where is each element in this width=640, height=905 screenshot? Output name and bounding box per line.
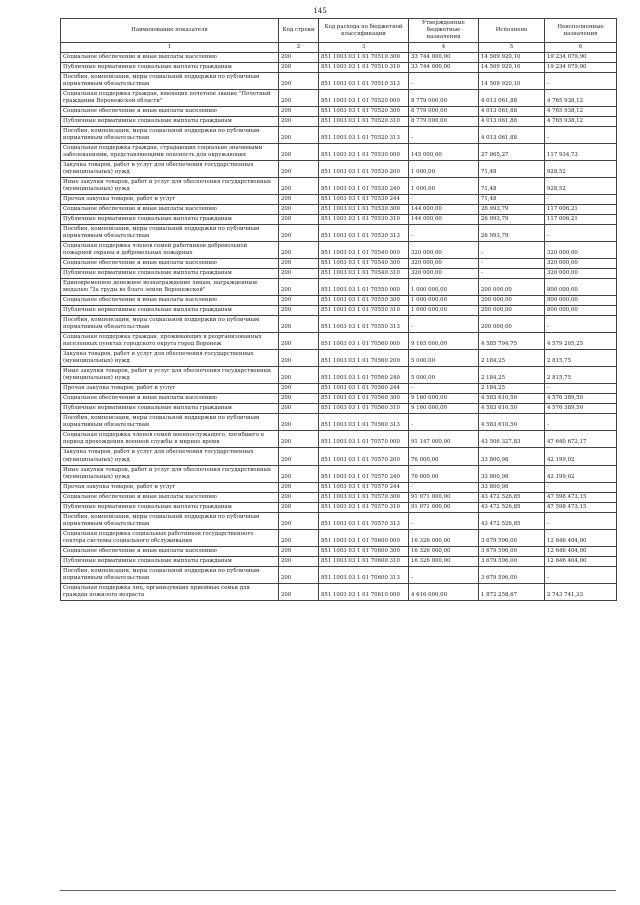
cell-line-code: 200 — [279, 106, 319, 116]
cell-name: Пособия, компенсации, меры социальной поддержки по публичным нормативным обязательствам — [61, 225, 279, 242]
cell-budget-code: 851 1003 03 1 01 70570 240 — [319, 465, 409, 482]
cell-remaining: - — [545, 126, 617, 143]
cell-remaining: - — [545, 482, 617, 492]
cell-line-code: 200 — [279, 89, 319, 106]
cell-budget-code: 851 1003 03 1 01 70550 313 — [319, 316, 409, 333]
cell-line-code: 200 — [279, 384, 319, 394]
cell-budget-code: 851 1003 03 1 01 70560 310 — [319, 404, 409, 414]
cell-approved: - — [409, 482, 479, 492]
cell-executed: 2 184,25 — [479, 367, 545, 384]
table-row — [61, 583, 617, 600]
cell-budget-code: 851 1003 03 1 01 70530 000 — [319, 143, 409, 160]
cell-budget-code: 851 1003 03 1 01 70530 300 — [319, 205, 409, 215]
column-number: 6 — [545, 43, 617, 53]
cell-approved: - — [409, 126, 479, 143]
cell-executed: 26 993,79 — [479, 225, 545, 242]
cell-budget-code: 851 1003 03 1 01 70570 000 — [319, 431, 409, 448]
cell-executed: 71,48 — [479, 178, 545, 195]
cell-line-code: 200 — [279, 448, 319, 465]
table-row — [61, 195, 617, 205]
cell-budget-code: 851 1003 03 1 01 70570 313 — [319, 512, 409, 529]
cell-budget-code: 851 1003 03 1 01 70530 244 — [319, 195, 409, 205]
table-row — [61, 242, 617, 259]
cell-approved: 1 000 000,00 — [409, 279, 479, 296]
cell-name: Иные закупки товаров, работ и услуг для обеспечения государственных (муниципальных) нужд — [61, 367, 279, 384]
cell-approved: 145 000,00 — [409, 143, 479, 160]
cell-remaining: 928,52 — [545, 160, 617, 177]
cell-executed: 2 184,25 — [479, 384, 545, 394]
cell-line-code: 200 — [279, 195, 319, 205]
cell-approved: 320 000,00 — [409, 242, 479, 259]
cell-approved: 5 000,00 — [409, 367, 479, 384]
cell-executed: - — [479, 269, 545, 279]
table-row — [61, 492, 617, 502]
budget-execution-table — [60, 18, 617, 601]
cell-executed: 3 679 596,00 — [479, 566, 545, 583]
cell-remaining: 12 646 404,00 — [545, 556, 617, 566]
cell-executed: 2 184,25 — [479, 350, 545, 367]
cell-approved: 1 000,00 — [409, 178, 479, 195]
cell-approved: 33 744 000,00 — [409, 52, 479, 62]
cell-executed: - — [479, 259, 545, 269]
cell-remaining: 117 006,21 — [545, 215, 617, 225]
cell-approved: 144 000,00 — [409, 215, 479, 225]
cell-approved: 91 147 000,00 — [409, 431, 479, 448]
cell-approved: - — [409, 512, 479, 529]
cell-executed: 26 993,79 — [479, 205, 545, 215]
table-row — [61, 296, 617, 306]
table-row — [61, 556, 617, 566]
column-number-row — [61, 43, 617, 53]
table-row — [61, 225, 617, 242]
cell-approved: - — [409, 566, 479, 583]
cell-name: Социальное обеспечение и иные выплаты населению — [61, 492, 279, 502]
cell-approved: - — [409, 384, 479, 394]
cell-line-code: 200 — [279, 306, 319, 316]
cell-remaining: - — [545, 384, 617, 394]
cell-budget-code: 851 1003 03 1 01 70570 244 — [319, 482, 409, 492]
cell-budget-code: 851 1003 03 1 01 70540 300 — [319, 259, 409, 269]
cell-budget-code: 851 1003 03 1 01 70510 300 — [319, 52, 409, 62]
table-row — [61, 431, 617, 448]
cell-line-code: 200 — [279, 492, 319, 502]
page-number: 145 — [313, 7, 327, 15]
cell-executed: 3 679 596,00 — [479, 529, 545, 546]
cell-line-code: 200 — [279, 583, 319, 600]
cell-executed: 43 472 526,85 — [479, 502, 545, 512]
cell-line-code: 200 — [279, 404, 319, 414]
cell-budget-code: 851 1003 03 1 01 70600 300 — [319, 546, 409, 556]
cell-line-code: 200 — [279, 62, 319, 72]
cell-remaining: 4 576 389,50 — [545, 394, 617, 404]
cell-approved: 8 779 000,00 — [409, 116, 479, 126]
cell-executed: 4 583 610,50 — [479, 404, 545, 414]
cell-approved: 144 000,00 — [409, 205, 479, 215]
cell-remaining: 12 646 404,00 — [545, 546, 617, 556]
cell-remaining: 320 000,00 — [545, 259, 617, 269]
cell-budget-code: 851 1003 03 1 01 70530 310 — [319, 215, 409, 225]
cell-name: Социальная поддержка лиц, организующих приемные семьи для граждан пожилого возраста — [61, 583, 279, 600]
cell-remaining: 2 743 741,33 — [545, 583, 617, 600]
cell-executed: 4 583 610,50 — [479, 414, 545, 431]
cell-remaining: 19 234 079,90 — [545, 52, 617, 62]
cell-budget-code: 851 1003 03 1 01 70600 310 — [319, 556, 409, 566]
cell-executed: 14 509 920,10 — [479, 72, 545, 89]
cell-budget-code: 851 1003 03 1 01 70530 240 — [319, 178, 409, 195]
cell-line-code: 200 — [279, 482, 319, 492]
cell-budget-code: 851 1003 03 1 01 70530 313 — [319, 225, 409, 242]
cell-executed: 71,48 — [479, 160, 545, 177]
cell-remaining: 42 199,02 — [545, 465, 617, 482]
cell-approved: 320 000,00 — [409, 259, 479, 269]
table-row — [61, 465, 617, 482]
cell-name: Социальное обеспечение и иные выплаты населению — [61, 106, 279, 116]
cell-name: Пособия, компенсации, меры социальной поддержки по публичным нормативным обязательствам — [61, 512, 279, 529]
cell-approved: 16 326 000,00 — [409, 529, 479, 546]
cell-remaining: 12 646 404,00 — [545, 529, 617, 546]
column-number: 3 — [319, 43, 409, 53]
cell-approved: 16 326 000,00 — [409, 556, 479, 566]
cell-budget-code: 851 1003 03 1 01 70570 300 — [319, 492, 409, 502]
cell-line-code: 200 — [279, 178, 319, 195]
cell-budget-code: 851 1003 03 1 01 70560 200 — [319, 350, 409, 367]
cell-line-code: 200 — [279, 394, 319, 404]
cell-line-code: 200 — [279, 316, 319, 333]
cell-name: Социальное обеспечение и иные выплаты населению — [61, 546, 279, 556]
cell-remaining: - — [545, 566, 617, 583]
cell-approved: 91 071 000,00 — [409, 502, 479, 512]
cell-approved: 1 000,00 — [409, 160, 479, 177]
cell-line-code: 200 — [279, 556, 319, 566]
cell-executed: 33 800,98 — [479, 448, 545, 465]
cell-name: Социальная поддержка граждан, страдающих социально значимыми заболеваниями, представляющими опасность для окружающих — [61, 143, 279, 160]
cell-remaining: 320 000,00 — [545, 269, 617, 279]
header-row — [61, 19, 617, 43]
cell-approved: - — [409, 316, 479, 333]
cell-name: Единовременное денежное вознаграждение лицам, награжденным медалью "За труды во благо земли Воронежской" — [61, 279, 279, 296]
cell-approved: 76 000,00 — [409, 448, 479, 465]
cell-line-code: 200 — [279, 205, 319, 215]
cell-budget-code: 851 1003 03 1 01 70560 240 — [319, 367, 409, 384]
cell-line-code: 200 — [279, 566, 319, 583]
cell-approved: 33 744 000,00 — [409, 62, 479, 72]
column-number: 2 — [279, 43, 319, 53]
cell-remaining: - — [545, 512, 617, 529]
cell-remaining: - — [545, 414, 617, 431]
cell-approved: 9 160 000,00 — [409, 404, 479, 414]
cell-name: Пособия, компенсации, меры социальной поддержки по публичным нормативным обязательствам — [61, 72, 279, 89]
cell-line-code: 200 — [279, 126, 319, 143]
cell-budget-code: 851 1003 03 1 01 70600 000 — [319, 529, 409, 546]
cell-executed: 4 583 610,50 — [479, 394, 545, 404]
cell-name: Прочая закупка товаров, работ и услуг — [61, 482, 279, 492]
cell-name: Прочая закупка товаров, работ и услуг — [61, 195, 279, 205]
cell-approved: 4 616 000,00 — [409, 583, 479, 600]
cell-budget-code: 851 1003 03 1 01 70610 000 — [319, 583, 409, 600]
cell-remaining: 47 598 473,15 — [545, 492, 617, 502]
cell-line-code: 200 — [279, 529, 319, 546]
cell-remaining: - — [545, 225, 617, 242]
cell-budget-code: 851 1003 03 1 01 70510 310 — [319, 62, 409, 72]
cell-approved: 16 326 000,00 — [409, 546, 479, 556]
cell-remaining: 800 000,00 — [545, 296, 617, 306]
cell-name: Пособия, компенсации, меры социальной поддержки по публичным нормативным обязательствам — [61, 316, 279, 333]
cell-budget-code: 851 1003 03 1 01 70530 200 — [319, 160, 409, 177]
cell-executed: 1 872 258,67 — [479, 583, 545, 600]
cell-approved: 320 000,00 — [409, 269, 479, 279]
cell-line-code: 200 — [279, 72, 319, 89]
table-body — [61, 52, 617, 600]
cell-budget-code: 851 1003 03 1 01 70570 200 — [319, 448, 409, 465]
cell-name: Закупка товаров, работ и услуг для обеспечения государственных (муниципальных) нужд — [61, 160, 279, 177]
table-row — [61, 215, 617, 225]
cell-line-code: 200 — [279, 431, 319, 448]
cell-budget-code: 851 1003 03 1 01 70600 313 — [319, 566, 409, 583]
cell-line-code: 200 — [279, 546, 319, 556]
cell-line-code: 200 — [279, 296, 319, 306]
cell-line-code: 200 — [279, 350, 319, 367]
table-row — [61, 72, 617, 89]
cell-approved: 1 000 000,00 — [409, 306, 479, 316]
cell-line-code: 200 — [279, 279, 319, 296]
table-row — [61, 546, 617, 556]
cell-name: Закупка товаров, работ и услуг для обеспечения государственных (муниципальных) нужд — [61, 350, 279, 367]
table-row — [61, 62, 617, 72]
table-row — [61, 106, 617, 116]
table-row — [61, 126, 617, 143]
cell-remaining: 800 000,00 — [545, 306, 617, 316]
cell-line-code: 200 — [279, 215, 319, 225]
cell-executed: 14 509 920,10 — [479, 52, 545, 62]
table-row — [61, 367, 617, 384]
cell-line-code: 200 — [279, 465, 319, 482]
cell-executed: 4 013 061,88 — [479, 106, 545, 116]
cell-name: Социальное обеспечение и иные выплаты населению — [61, 52, 279, 62]
cell-name: Социальная поддержка членов семей работников добровольной пожарной охраны и добровольных пожарных — [61, 242, 279, 259]
cell-remaining: 928,52 — [545, 178, 617, 195]
cell-executed: 3 679 596,00 — [479, 556, 545, 566]
table-row — [61, 279, 617, 296]
cell-approved: - — [409, 225, 479, 242]
table-row — [61, 116, 617, 126]
table-row — [61, 160, 617, 177]
cell-executed: 43 472 526,85 — [479, 492, 545, 502]
cell-executed: 14 509 920,10 — [479, 62, 545, 72]
cell-name: Публичные нормативные социальные выплаты гражданам — [61, 269, 279, 279]
cell-executed: 200 000,00 — [479, 296, 545, 306]
cell-name: Социальная поддержка членов семей военнослужащего, погибшего в период прохождения военной службы в мирное время — [61, 431, 279, 448]
cell-name: Социальная поддержка граждан, имеющих почетное звание "Почетный гражданин Воронежской области" — [61, 89, 279, 106]
table-row — [61, 269, 617, 279]
cell-remaining: 800 000,00 — [545, 279, 617, 296]
cell-remaining: 47 598 473,15 — [545, 502, 617, 512]
table-row — [61, 502, 617, 512]
cell-budget-code: 851 1003 03 1 01 70520 310 — [319, 116, 409, 126]
cell-name: Публичные нормативные социальные выплаты гражданам — [61, 306, 279, 316]
cell-approved: - — [409, 414, 479, 431]
bottom-rule — [60, 890, 616, 891]
cell-executed: 33 800,98 — [479, 465, 545, 482]
cell-name: Прочая закупка товаров, работ и услуг — [61, 384, 279, 394]
cell-remaining: 42 199,02 — [545, 448, 617, 465]
cell-approved: 1 000 000,00 — [409, 296, 479, 306]
header-line-code: Код строки — [279, 19, 319, 43]
table-row — [61, 259, 617, 269]
cell-budget-code: 851 1003 03 1 01 70550 310 — [319, 306, 409, 316]
cell-executed: 43 506 327,83 — [479, 431, 545, 448]
column-number: 5 — [479, 43, 545, 53]
cell-name: Социальная поддержка социальных работников государственного сектора системы социального обслуживания — [61, 529, 279, 546]
cell-line-code: 200 — [279, 116, 319, 126]
cell-line-code: 200 — [279, 502, 319, 512]
cell-executed: 26 993,79 — [479, 215, 545, 225]
cell-executed: 4 013 061,88 — [479, 126, 545, 143]
cell-name: Публичные нормативные социальные выплаты гражданам — [61, 215, 279, 225]
table-row — [61, 448, 617, 465]
table-row — [61, 414, 617, 431]
cell-name: Публичные нормативные социальные выплаты гражданам — [61, 404, 279, 414]
cell-budget-code: 851 1003 03 1 01 70510 313 — [319, 72, 409, 89]
cell-line-code: 200 — [279, 512, 319, 529]
table-row — [61, 333, 617, 350]
cell-executed: 4 013 061,88 — [479, 116, 545, 126]
cell-name: Социальная поддержка граждан, проживающих в реорганизованных населенных пунктах городского округа город Воронеж — [61, 333, 279, 350]
table-row — [61, 529, 617, 546]
cell-approved: - — [409, 72, 479, 89]
cell-executed: 71,48 — [479, 195, 545, 205]
cell-executed: 43 472 526,85 — [479, 512, 545, 529]
cell-executed: 4 585 794,75 — [479, 333, 545, 350]
cell-remaining: - — [545, 316, 617, 333]
cell-name: Социальное обеспечение и иные выплаты населению — [61, 259, 279, 269]
table-row — [61, 482, 617, 492]
cell-remaining: 117 934,73 — [545, 143, 617, 160]
cell-remaining: 4 579 205,25 — [545, 333, 617, 350]
cell-remaining: - — [545, 195, 617, 205]
cell-budget-code: 851 1003 03 1 01 70520 313 — [319, 126, 409, 143]
cell-name: Публичные нормативные социальные выплаты гражданам — [61, 116, 279, 126]
cell-name: Социальное обеспечение и иные выплаты населению — [61, 394, 279, 404]
cell-line-code: 200 — [279, 52, 319, 62]
cell-name: Публичные нормативные социальные выплаты гражданам — [61, 62, 279, 72]
cell-name: Иные закупки товаров, работ и услуг для обеспечения государственных (муниципальных) нужд — [61, 465, 279, 482]
cell-budget-code: 851 1003 03 1 01 70570 310 — [319, 502, 409, 512]
cell-line-code: 200 — [279, 414, 319, 431]
header-executed: Исполнено — [479, 19, 545, 43]
cell-line-code: 200 — [279, 259, 319, 269]
cell-budget-code: 851 1003 03 1 01 70540 000 — [319, 242, 409, 259]
header-approved: Утвержденные бюджетные назначения — [409, 19, 479, 43]
table-row — [61, 52, 617, 62]
cell-approved: - — [409, 195, 479, 205]
cell-budget-code: 851 1003 03 1 01 70550 300 — [319, 296, 409, 306]
cell-approved: 8 779 000,00 — [409, 89, 479, 106]
cell-remaining: - — [545, 72, 617, 89]
table-row — [61, 350, 617, 367]
table-row — [61, 512, 617, 529]
table-row — [61, 394, 617, 404]
table-row — [61, 143, 617, 160]
cell-name: Пособия, компенсации, меры социальной поддержки по публичным нормативным обязательствам — [61, 566, 279, 583]
cell-approved: 9 165 000,00 — [409, 333, 479, 350]
table-row — [61, 306, 617, 316]
cell-name: Публичные нормативные социальные выплаты гражданам — [61, 502, 279, 512]
table-row — [61, 205, 617, 215]
cell-approved: 8 779 000,00 — [409, 106, 479, 116]
cell-name: Пособия, компенсации, меры социальной поддержки по публичным нормативным обязательствам — [61, 414, 279, 431]
cell-remaining: 2 815,75 — [545, 367, 617, 384]
cell-budget-code: 851 1003 03 1 01 70560 313 — [319, 414, 409, 431]
cell-remaining: 2 815,75 — [545, 350, 617, 367]
cell-line-code: 200 — [279, 367, 319, 384]
table-row — [61, 89, 617, 106]
cell-executed: 200 000,00 — [479, 306, 545, 316]
cell-budget-code: 851 1003 03 1 01 70520 300 — [319, 106, 409, 116]
cell-budget-code: 851 1003 03 1 01 70560 300 — [319, 394, 409, 404]
cell-remaining: 19 234 079,90 — [545, 62, 617, 72]
cell-remaining: 4 765 938,12 — [545, 116, 617, 126]
cell-name: Социальное обеспечение и иные выплаты населению — [61, 296, 279, 306]
cell-budget-code: 851 1003 03 1 01 70520 000 — [319, 89, 409, 106]
cell-line-code: 200 — [279, 143, 319, 160]
cell-remaining: 4 576 389,50 — [545, 404, 617, 414]
cell-line-code: 200 — [279, 160, 319, 177]
cell-approved: 9 160 000,00 — [409, 394, 479, 404]
cell-approved: 91 071 000,00 — [409, 492, 479, 502]
cell-executed: 3 679 596,00 — [479, 546, 545, 556]
table-row — [61, 316, 617, 333]
cell-executed: 4 013 061,88 — [479, 89, 545, 106]
cell-remaining: 4 765 938,12 — [545, 89, 617, 106]
cell-executed: 200 000,00 — [479, 316, 545, 333]
cell-executed: 200 000,00 — [479, 279, 545, 296]
cell-executed: 27 065,27 — [479, 143, 545, 160]
cell-executed: - — [479, 242, 545, 259]
cell-approved: 76 000,00 — [409, 465, 479, 482]
cell-remaining: 47 640 672,17 — [545, 431, 617, 448]
column-number: 1 — [61, 43, 279, 53]
cell-budget-code: 851 1003 03 1 01 70560 000 — [319, 333, 409, 350]
table-row — [61, 384, 617, 394]
column-number: 4 — [409, 43, 479, 53]
cell-line-code: 200 — [279, 333, 319, 350]
table-row — [61, 566, 617, 583]
cell-remaining: 320 000,00 — [545, 242, 617, 259]
cell-executed: 33 800,98 — [479, 482, 545, 492]
header-remaining: Неисполненные назначения — [545, 19, 617, 43]
cell-name: Иные закупки товаров, работ и услуг для обеспечения государственных (муниципальных) нужд — [61, 178, 279, 195]
table-row — [61, 178, 617, 195]
cell-name: Пособия, компенсации, меры социальной поддержки по публичным нормативным обязательствам — [61, 126, 279, 143]
cell-line-code: 200 — [279, 269, 319, 279]
cell-approved: 5 000,00 — [409, 350, 479, 367]
cell-remaining: 4 765 938,12 — [545, 106, 617, 116]
cell-line-code: 200 — [279, 242, 319, 259]
cell-remaining: 117 006,21 — [545, 205, 617, 215]
cell-name: Социальное обеспечение и иные выплаты населению — [61, 205, 279, 215]
table-row — [61, 404, 617, 414]
cell-budget-code: 851 1003 03 1 01 70550 000 — [319, 279, 409, 296]
cell-name: Публичные нормативные социальные выплаты гражданам — [61, 556, 279, 566]
cell-line-code: 200 — [279, 225, 319, 242]
cell-budget-code: 851 1003 03 1 01 70540 310 — [319, 269, 409, 279]
header-budget-code: Код расхода по бюджетной классификации — [319, 19, 409, 43]
header-name: Наименование показателя — [61, 19, 279, 43]
cell-name: Закупка товаров, работ и услуг для обеспечения государственных (муниципальных) нужд — [61, 448, 279, 465]
cell-budget-code: 851 1003 03 1 01 70560 244 — [319, 384, 409, 394]
